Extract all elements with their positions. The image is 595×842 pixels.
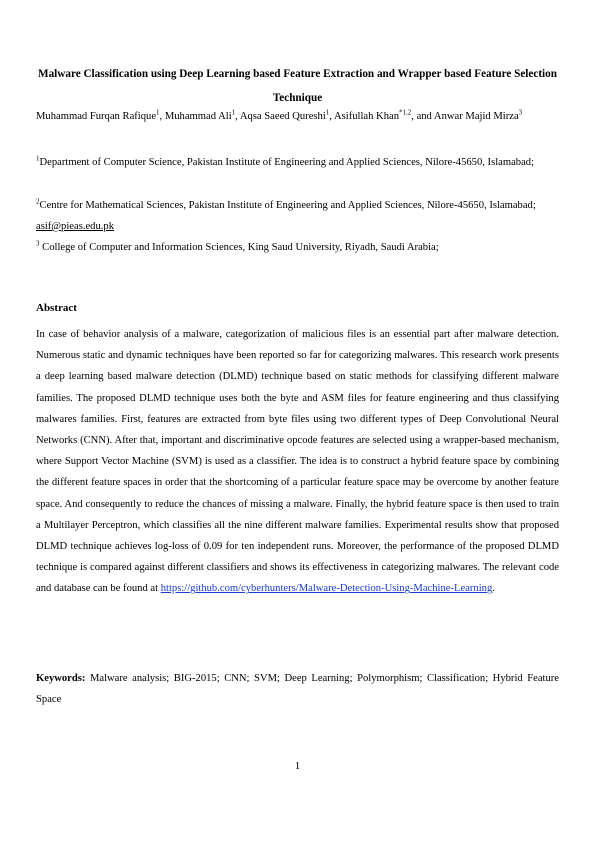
- author-affiliation-mark: 1: [231, 108, 236, 117]
- code-repository-link[interactable]: https://github.com/cyberhunters/Malware-Detection-Using-Machine-Learning: [160, 583, 493, 595]
- affiliation-mark: 2: [36, 197, 40, 206]
- author-affiliation-mark: 3: [518, 108, 523, 117]
- affiliation-mark: 1: [36, 154, 40, 163]
- keywords-section: [36, 668, 559, 710]
- affiliation-text: Centre for Mathematical Sciences, Pakistan Institute of Engineering and Applied Sciences, Nilore-45650, Islamabad;: [39, 200, 536, 211]
- author-affiliation-mark: *1,2: [399, 108, 412, 117]
- author-name: Asifullah Khan: [333, 111, 400, 122]
- affiliation-2: [36, 195, 559, 237]
- abstract-text: In case of behavior analysis of a malware, categorization of malicious files is an essential part after malware detection. Numerous static and dynamic techniques have been reported so far for categorizing malwares. This research work presents a deep learning based malware detection (DLMD) technique based on static methods for classifying different malware families. The proposed DLMD technique uses both the byte and ASM files for feature engineering and thus classifying malwares families. First, features are extracted from byte files using two different types of Deep Convolutional Neural Networks (CNN). After that, important and discriminative opcode features are selected using a wrapper-based mechanism, where Support Vector Machine (SVM) is used as a classifier. The idea is to construct a hybrid feature space by combining the different feature spaces in order that the shortcoming of a particular feature space may be overcome by another feature space. And consequently to reduce the chances of missing a malware. Finally, the hybrid feature space is then used to train a Multilayer Perceptron, which classifies all the nine different malware families. Experimental results show that proposed DLMD technique achieves log-loss of 0.09 for ten independent runs. Moreover, the performance of the proposed DLMD technique is compared against different classifiers and shows its effectiveness in categorizing malwares. The relevant code and database can be found at: [36, 329, 559, 595]
- abstract-heading: Abstract: [36, 302, 77, 314]
- author-separator: , and: [411, 111, 434, 122]
- abstract-body: [36, 324, 559, 600]
- abstract-end: .: [492, 583, 495, 595]
- affiliation-text: Department of Computer Science, Pakistan Institute of Engineering and Applied Sciences, Nilore-45650, Islamabad;: [39, 157, 535, 168]
- corresponding-email-link[interactable]: asif@pieas.edu.pk: [36, 221, 115, 232]
- author-separator: ,: [329, 111, 334, 122]
- author-separator: ,: [159, 111, 165, 122]
- keywords-text: Malware analysis; BIG-2015; CNN; SVM; Deep Learning; Polymorphism; Classification; Hybrid Feature Space: [36, 673, 559, 706]
- author-name: Muhammad Ali: [164, 111, 232, 122]
- author-list: [36, 106, 559, 128]
- affiliation-3: [36, 237, 559, 258]
- keywords-label: Keywords:: [36, 673, 86, 684]
- paper-title: Malware Classification using Deep Learning based Feature Extraction and Wrapper based Feature Selection Technique: [38, 68, 557, 104]
- affiliation-text: College of Computer and Information Sciences, King Saud University, Riyadh, Saudi Arabia;: [39, 242, 439, 253]
- author-name: Aqsa Saeed Qureshi: [239, 111, 326, 122]
- author-name: Muhammad Furqan Rafique: [36, 111, 157, 122]
- affiliation-mark: 3: [36, 239, 40, 248]
- author-affiliation-mark: 1: [156, 108, 160, 117]
- author-name: Anwar Majid Mirza: [433, 111, 519, 122]
- author-affiliation-mark: 1: [325, 108, 330, 117]
- author-separator: ,: [235, 111, 240, 122]
- affiliation-1: [36, 152, 559, 173]
- page-number: 1: [294, 760, 301, 772]
